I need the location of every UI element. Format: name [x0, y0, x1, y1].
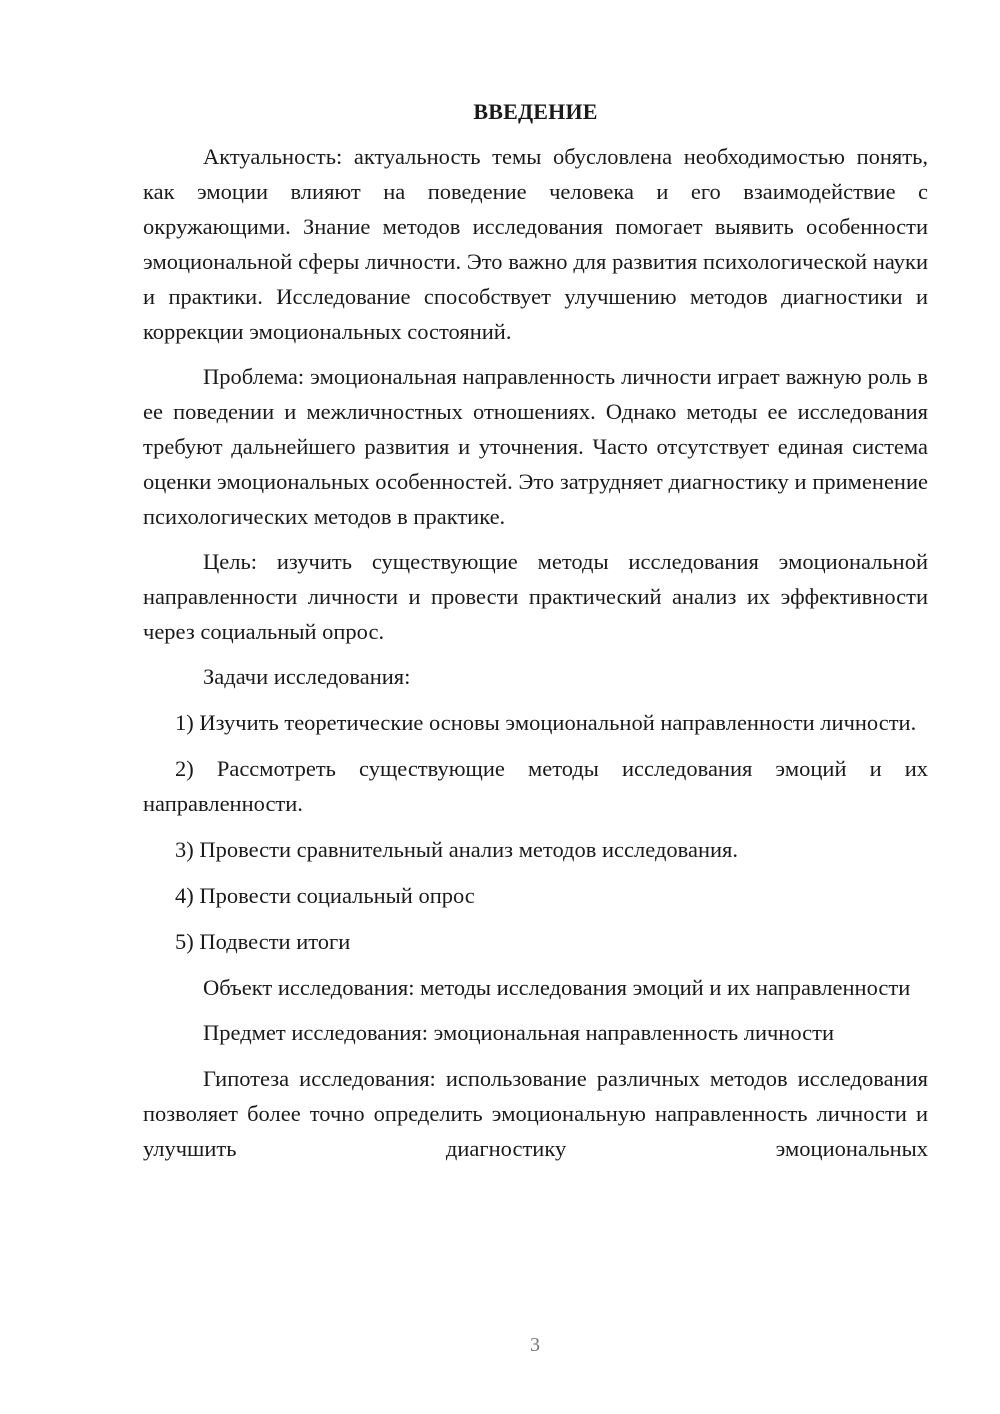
list-item: 5) Подвести итоги	[175, 929, 351, 954]
paragraph-problem: Проблема: эмоциональная направленность личности играет важную роль в ее поведении и межличностных отношениях. Однако методы ее исследования требуют дальнейшего развития и уточнения. Часто отсутствует единая система оценки эмоциональных особенностей. Это затрудняет диагностику и применение психологических методов в практике.	[143, 364, 928, 529]
paragraph-object: Объект исследования: методы исследования эмоций и их направленности	[203, 975, 911, 1000]
paragraph-relevance: Актуальность: актуальность темы обусловлена необходимостью понять, как эмоции влияют на поведение человека и его взаимодействие с окружающими. Знание методов исследования помогает выявить особенности эмоциональной сферы личности. Это важно для развития психологической науки и практики. Исследование способствует улучшению методов диагностики и коррекции эмоциональных состояний.	[143, 144, 928, 344]
paragraph-hypothesis: Гипотеза исследования: использование различных методов исследования позволяет более точно определить эмоциональную направленность личности и улучшить диагностику эмоциональных	[143, 1066, 928, 1161]
tasks-list	[143, 705, 928, 959]
list-item: 2) Рассмотреть существующие методы исследования эмоций и их направленности.	[143, 756, 928, 816]
page-title: ВВЕДЕНИЕ	[473, 99, 598, 124]
list-item: 3) Провести сравнительный анализ методов исследования.	[175, 837, 739, 862]
page-content	[143, 94, 928, 1166]
list-item: 1) Изучить теоретические основы эмоциональной направленности личности.	[175, 710, 917, 735]
tasks-heading: Задачи исследования:	[203, 664, 411, 689]
paragraph-goal: Цель: изучить существующие методы исследования эмоциональной направленности личности и провести практический анализ их эффективности через социальный опрос.	[143, 549, 928, 644]
paragraph-subject: Предмет исследования: эмоциональная направленность личности	[203, 1020, 835, 1045]
list-item: 4) Провести социальный опрос	[175, 883, 475, 908]
page-number: 3	[530, 1334, 540, 1356]
